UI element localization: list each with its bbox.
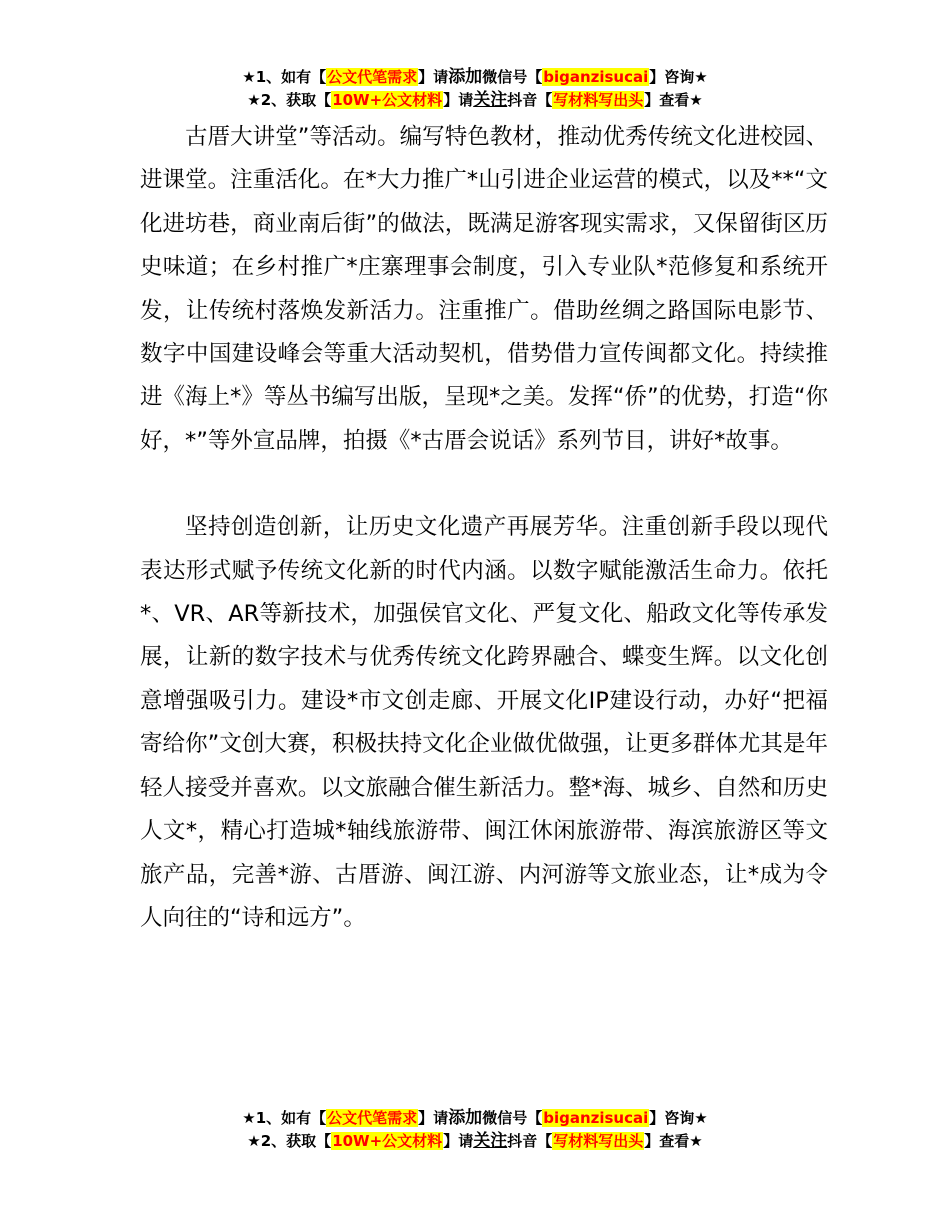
paragraph-gap xyxy=(140,463,828,506)
header-banner xyxy=(0,66,950,112)
paragraph-2: 坚持创造创新，让历史文化遗产再展芳华。注重创新手段以现代表达形式赋予传统文化新的时代内涵。以数字赋能激活生命力。依托*、VR、AR等新技术，加强侯官文化、严复文化、船政文化等传承发展，让新的数字技术与优秀传统文化跨界融合、蝶变生辉。以文化创意增强吸引力。建设*市文创走廊、开展文化IP建设行动，办好“把福寄给你”文创大赛，积极扶持文化企业做优做强，让更多群体尤其是年轻人接受并喜欢。以文旅融合催生新活力。整*海、城乡、自然和历史人文*，精心打造城*轴线旅游带、闽江休闲旅游带、海滨旅游区等文旅产品，完善*游、古厝游、闽江游、内河游等文旅业态，让*成为令人向往的“诗和远方”。 xyxy=(140,514,828,931)
banner-line-1: ★1、如有【公文代笔需求】请添加微信号【biganzisucai】咨询★ xyxy=(242,1108,708,1128)
service-highlight: 公文代笔需求 xyxy=(327,68,418,86)
service-highlight: 公文代笔需求 xyxy=(327,1109,418,1127)
banner-line-2: ★2、获取【10W+公文材料】请关注抖音【写材料写出头】查看★ xyxy=(247,1131,703,1151)
banner-line-1: ★1、如有【公文代笔需求】请添加微信号【biganzisucai】咨询★ xyxy=(242,67,708,87)
paragraph-1: 古厝大讲堂”等活动。编写特色教材，推动优秀传统文化进校园、进课堂。注重活化。在*大力推广*山引进企业运营的模式，以及**“文化进坊巷，商业南后街”的做法，既满足游客现实需求，又保留街区历史味道；在乡村推广*庄寨理事会制度，引入专业队*范修复和系统开发，让传统村落焕发新活力。注重推广。借助丝绸之路国际电影节、数字中国建设峰会等重大活动契机，借势借力宣传闽都文化。持续推进《海上*》等丛书编写出版，呈现*之美。发挥“侨”的优势，打造“你好，*”等外宣品牌，拍摄《*古厝会说话》系列节目，讲好*故事。 xyxy=(140,124,828,454)
douyin-account-highlight: 写材料写出头 xyxy=(553,91,644,109)
wechat-id-highlight: biganzisucai xyxy=(543,1109,649,1127)
materials-highlight: 10W+公文材料 xyxy=(332,1132,443,1150)
douyin-account-highlight: 写材料写出头 xyxy=(553,1132,644,1150)
materials-highlight: 10W+公文材料 xyxy=(332,91,443,109)
document-body xyxy=(140,116,828,940)
footer-banner xyxy=(0,1107,950,1153)
banner-line-2: ★2、获取【10W+公文材料】请关注抖音【写材料写出头】查看★ xyxy=(247,90,703,110)
wechat-id-highlight: biganzisucai xyxy=(543,68,649,86)
